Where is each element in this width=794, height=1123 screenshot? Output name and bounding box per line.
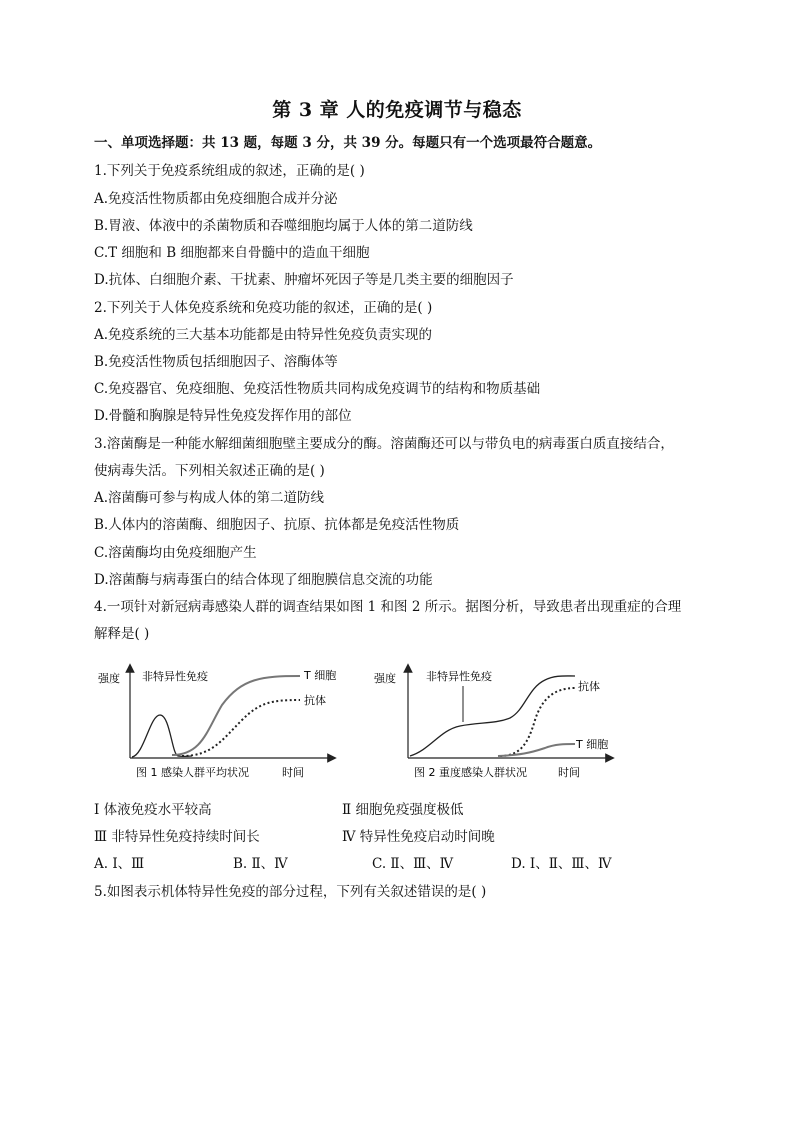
q4-statement-3: Ⅲ 非特异性免疫持续时间长: [94, 829, 260, 845]
q2-option-d: D.骨髓和胸腺是特异性免疫发挥作用的部位: [94, 408, 352, 424]
q3-stem-line1: 3.溶菌酶是一种能水解细菌细胞壁主要成分的酶。溶菌酶还可以与带负电的病毒蛋白质直接结合，: [94, 436, 674, 452]
fig1-antibody-label: 抗体: [304, 694, 326, 707]
q3-option-c: C.溶菌酶均由免疫细胞产生: [94, 545, 257, 561]
q5-stem: 5.如图表示机体特异性免疫的部分过程，下列有关叙述错误的是( ): [94, 884, 487, 900]
q2-option-a: A.免疫系统的三大基本功能都是由特异性免疫负责实现的: [94, 327, 433, 343]
q2-option-c: C.免疫器官、免疫细胞、免疫活性物质共同构成免疫调节的结构和物质基础: [94, 381, 541, 397]
q4-stem-line2: 解释是( ): [94, 626, 150, 642]
q3-option-b: B.人体内的溶菌酶、细胞因子、抗原、抗体都是免疫活性物质: [94, 517, 460, 533]
q4-option-b: B. Ⅱ、Ⅳ: [233, 856, 288, 872]
fig2-antibody-label: 抗体: [578, 680, 600, 693]
section-heading: 一、单项选择题：共 13 题，每题 3 分，共 39 分。每题只有一个选项最符合题意。: [94, 135, 602, 151]
q4-statement-1: Ⅰ 体液免疫水平较高: [94, 802, 212, 818]
q4-option-c: C. Ⅱ、Ⅲ、Ⅳ: [372, 856, 454, 872]
figure-2: [370, 660, 630, 785]
figure-1: [92, 660, 362, 785]
fig1-caption: 图 1 感染人群平均状况: [136, 766, 249, 779]
q1-option-c: C.T 细胞和 B 细胞都来自骨髓中的造血干细胞: [94, 245, 370, 261]
q4-statement-2: Ⅱ 细胞免疫强度极低: [342, 802, 464, 818]
q4-statement-4: Ⅳ 特异性免疫启动时间晚: [342, 829, 495, 845]
fig1-t-cell-curve: [172, 676, 300, 755]
q2-option-b: B.免疫活性物质包括细胞因子、溶酶体等: [94, 354, 338, 370]
fig2-nonspecific-curve: [410, 676, 575, 756]
fig1-t-cell-label: T 细胞: [304, 669, 337, 682]
q4-option-d: D. Ⅰ、Ⅱ、Ⅲ、Ⅳ: [511, 856, 612, 872]
fig1-nonspecific-curve: [132, 715, 192, 757]
q3-option-d: D.溶菌酶与病毒蛋白的结合体现了细胞膜信息交流的功能: [94, 572, 433, 588]
fig2-nonspecific-label: 非特异性免疫: [426, 670, 492, 683]
fig2-t-cell-label: T 细胞: [576, 738, 609, 751]
q2-stem: 2.下列关于人体免疫系统和免疫功能的叙述，正确的是( ): [94, 300, 433, 316]
q3-stem-line2: 使病毒失活。下列相关叙述正确的是( ): [94, 463, 325, 479]
q4-option-a: A. Ⅰ、Ⅲ: [94, 856, 145, 872]
fig2-caption: 图 2 重度感染人群状况: [414, 766, 527, 779]
page-title: 第 3 章 人的免疫调节与稳态: [272, 99, 522, 121]
q1-option-a: A.免疫活性物质都由免疫细胞合成并分泌: [94, 191, 338, 207]
fig1-xlabel: 时间: [282, 766, 304, 779]
q1-option-b: B.胃液、体液中的杀菌物质和吞噬细胞均属于人体的第二道防线: [94, 218, 473, 234]
fig2-ylabel: 强度: [374, 672, 396, 685]
fig1-ylabel: 强度: [98, 672, 120, 685]
q1-option-d: D.抗体、白细胞介素、干扰素、肿瘤坏死因子等是几类主要的细胞因子: [94, 272, 514, 288]
q4-stem-line1: 4.一项针对新冠病毒感染人群的调查结果如图 1 和图 2 所示。据图分析，导致患者出现重症的合理: [94, 599, 682, 615]
fig2-xlabel: 时间: [558, 766, 580, 779]
fig1-antibody-curve: [182, 700, 300, 756]
q1-stem: 1.下列关于免疫系统组成的叙述，正确的是( ): [94, 163, 365, 179]
fig2-antibody-curve: [500, 688, 575, 756]
fig1-nonspecific-label: 非特异性免疫: [142, 670, 208, 683]
q3-option-a: A.溶菌酶可参与构成人体的第二道防线: [94, 490, 325, 506]
